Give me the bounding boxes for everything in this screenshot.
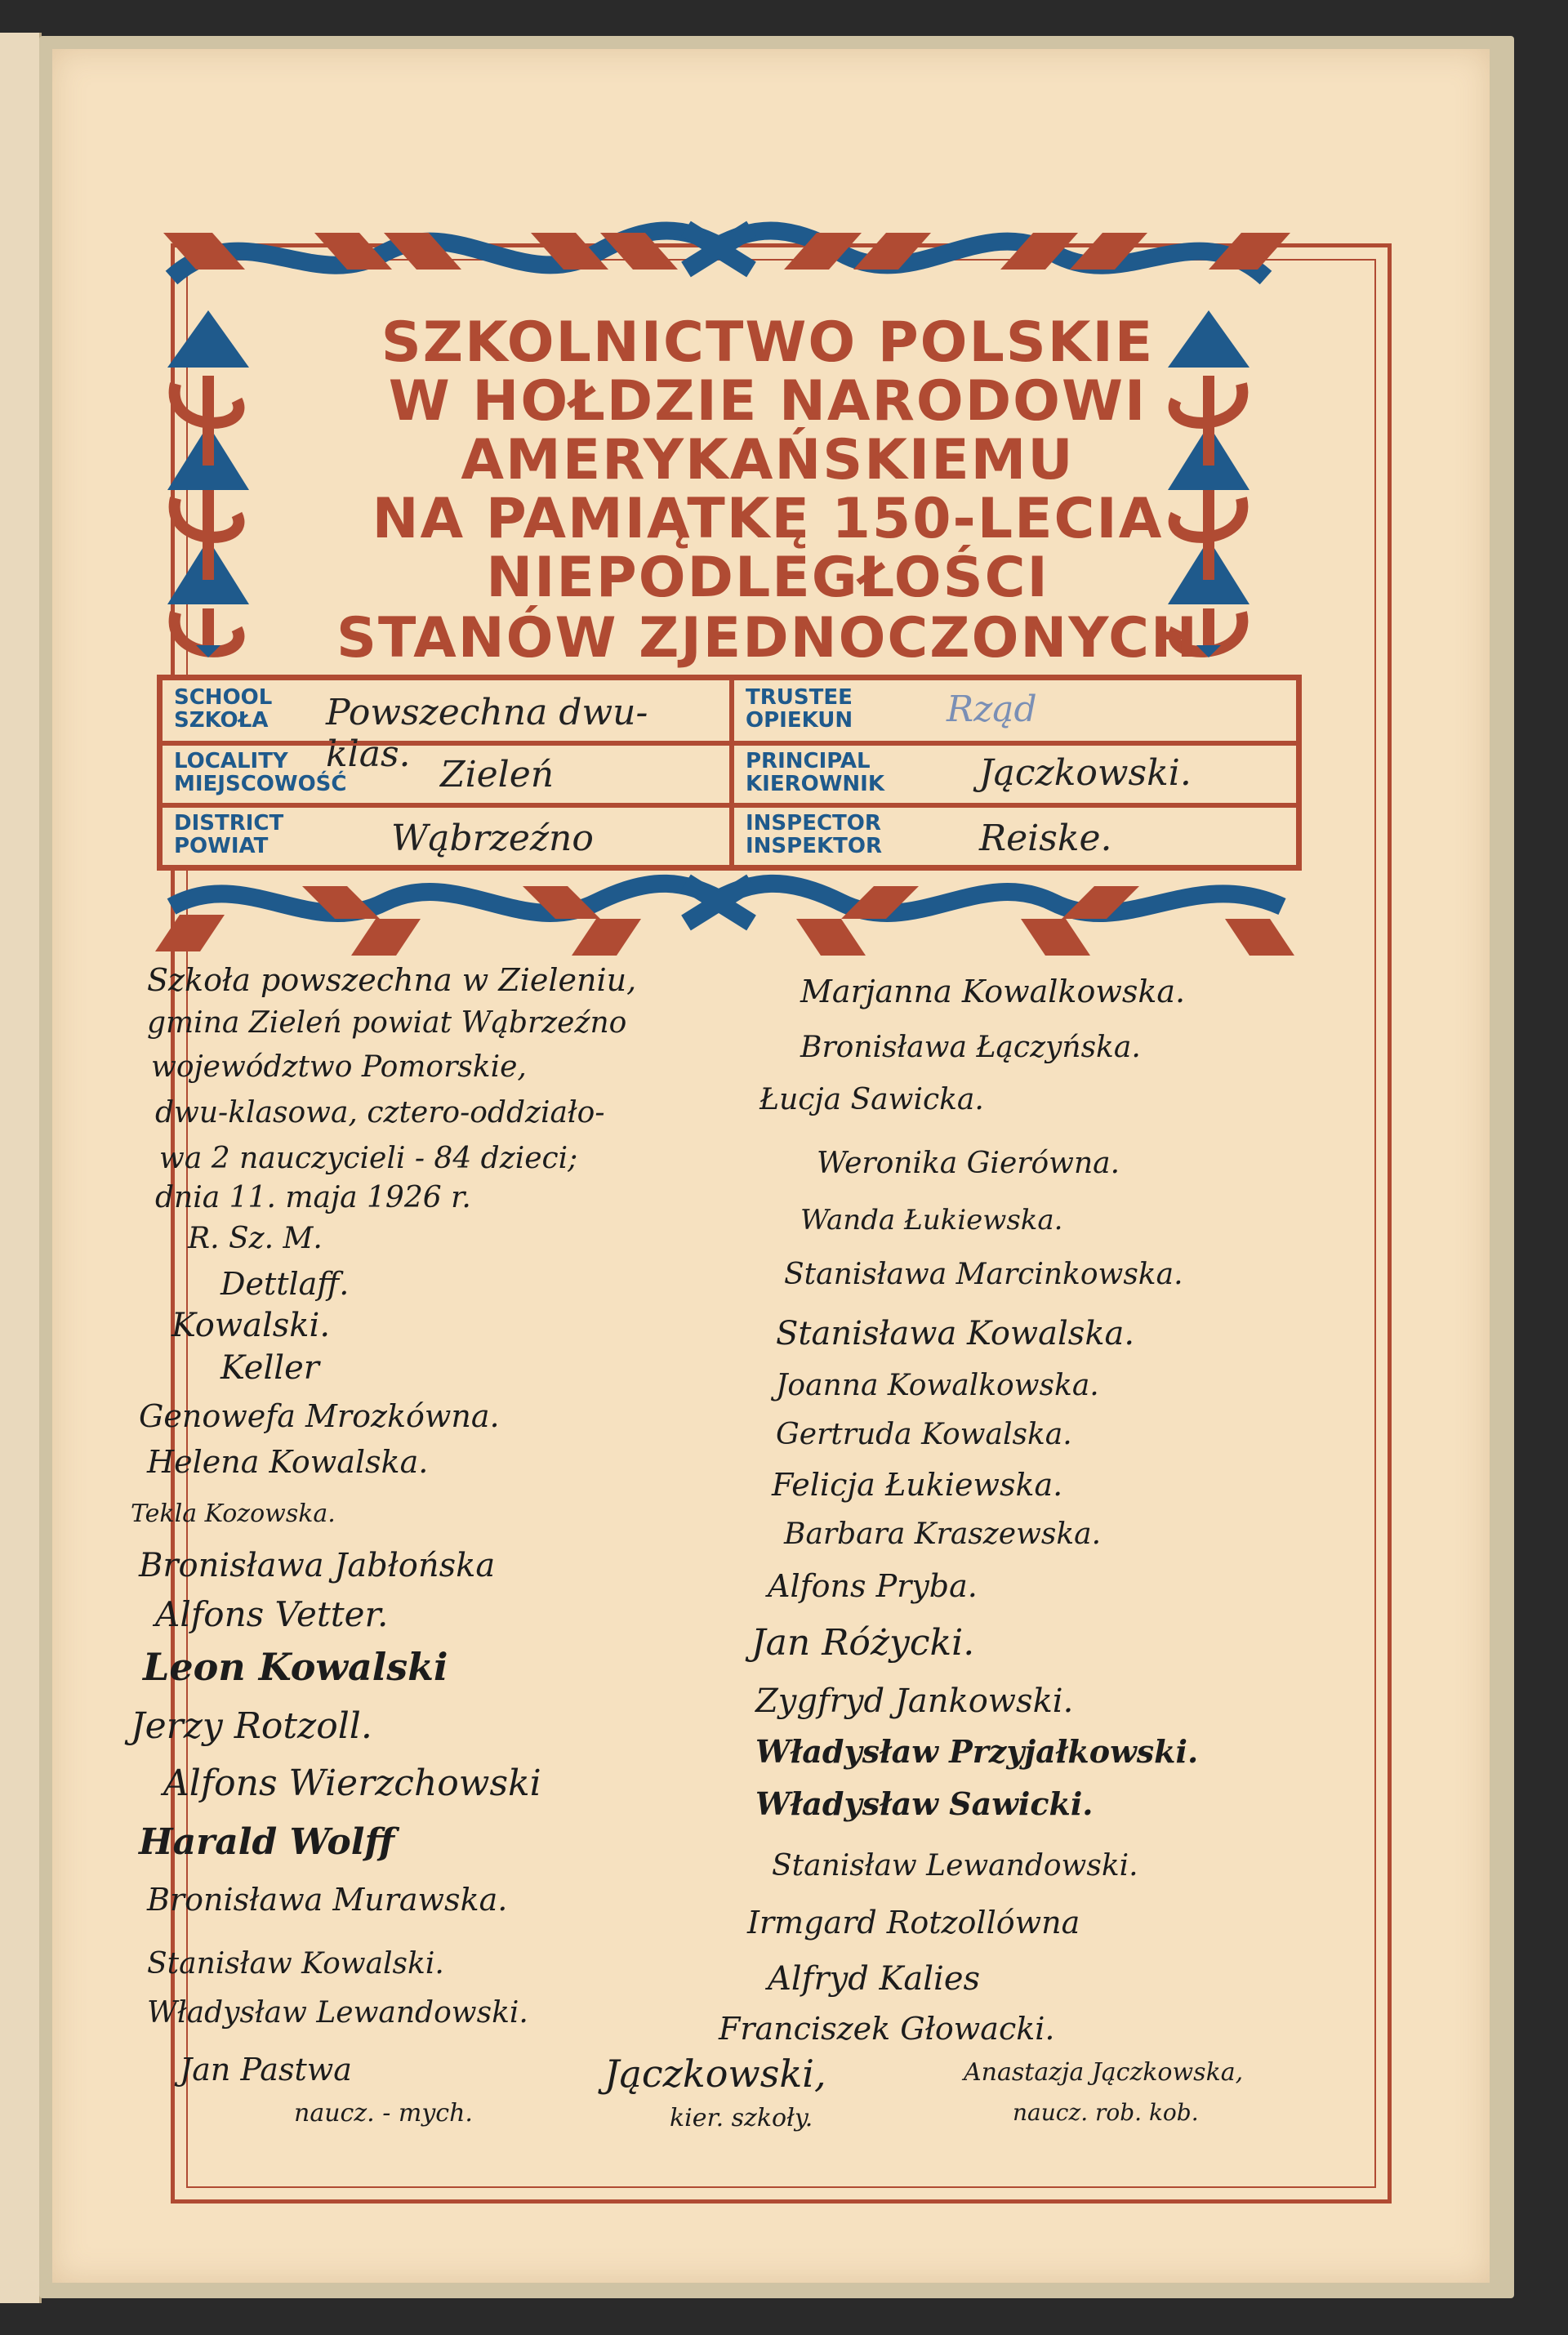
right-line-4: Weronika Gierówna.: [817, 1147, 1120, 1180]
right-line-16: Władysław Sawicki.: [755, 1785, 1094, 1822]
inspector-label-en: INSPECTOR: [746, 811, 881, 836]
left-line-13: Tekla Kozowska.: [131, 1499, 336, 1528]
locality-label-pl: MIEJSCOWOŚĆ: [174, 772, 347, 796]
trustee-cell: [732, 678, 1298, 743]
right-line-12: Alfons Pryba.: [768, 1568, 978, 1604]
title-block: [114, 310, 1421, 670]
left-line-19: Harald Wolff: [139, 1821, 394, 1863]
left-line-10: Keller: [220, 1349, 319, 1387]
third-role: naucz. rob. kob.: [1013, 2099, 1199, 2126]
principal-signature: Jączkowski,: [604, 2052, 826, 2096]
trustee-value: Rząd: [947, 688, 1037, 730]
third-signature: Anastazja Jączkowska,: [964, 2058, 1244, 2087]
title-line-1: SZKOLNICTWO POLSKIE: [381, 310, 1155, 375]
left-line-5: wa 2 nauczycieli - 84 dzieci;: [159, 1142, 578, 1175]
right-line-3: Łucja Sawicka.: [760, 1083, 984, 1116]
left-line-2: gmina Zieleń powiat Wąbrzeźno: [147, 1006, 627, 1040]
school-value: Powszechna dwu-klas.: [326, 692, 648, 775]
right-line-6: Stanisława Marcinkowska.: [784, 1258, 1183, 1291]
right-line-5: Wanda Łukiewska.: [800, 1204, 1063, 1237]
right-line-14: Zygfryd Jankowski.: [755, 1682, 1074, 1720]
district-label-pl: POWIAT: [174, 834, 269, 858]
title-line-3: AMERYKAŃSKIEMU: [461, 428, 1075, 492]
title-line-2: W HOŁDZIE NARODOWI: [388, 369, 1147, 434]
left-line-16: Leon Kowalski: [143, 1645, 448, 1689]
right-line-9: Gertruda Kowalska.: [776, 1418, 1072, 1451]
right-line-19: Alfryd Kalies: [768, 1960, 981, 1998]
school-info-table: [157, 675, 1302, 871]
left-line-18: Alfons Wierzchowski: [163, 1762, 541, 1804]
left-line-6: dnia 11. maja 1926 r.: [155, 1181, 471, 1214]
right-line-15: Władysław Przyjałkowski.: [755, 1733, 1199, 1770]
left-line-8: Dettlaff.: [220, 1266, 350, 1302]
right-line-11: Barbara Kraszewska.: [784, 1517, 1102, 1551]
left-line-12: Helena Kowalska.: [147, 1444, 429, 1480]
district-value: Wąbrzeźno: [391, 818, 594, 859]
left-line-4: dwu-klasowa, cztero-oddziało-: [155, 1096, 605, 1130]
left-line-7: R. Sz. M.: [188, 1222, 323, 1255]
inspector-value: Reiske.: [979, 818, 1112, 859]
title-line-5: NIEPODLEGŁOŚCI: [486, 546, 1049, 610]
principal-label-pl: KIEROWNIK: [746, 772, 884, 796]
school-label-en: SCHOOL: [174, 685, 273, 710]
right-line-17: Stanisław Lewandowski.: [772, 1849, 1138, 1883]
left-line-9: Kowalski.: [172, 1307, 331, 1344]
trustee-label-en: TRUSTEE: [746, 685, 853, 710]
principal-label-en: PRINCIPAL: [746, 749, 871, 773]
right-line-2: Bronisława Łączyńska.: [800, 1031, 1141, 1064]
trustee-label-pl: OPIEKUN: [746, 708, 853, 733]
bottom-wave-ornament: [155, 882, 1294, 956]
left-line-3: województwo Pomorskie,: [151, 1050, 527, 1084]
district-label-en: DISTRICT: [174, 811, 284, 836]
title-line-4: NA PAMIĄTKĘ 150-LECIA: [372, 487, 1164, 551]
left-line-14: Bronisława Jabłońska: [139, 1547, 496, 1584]
right-line-13: Jan Różycki.: [751, 1622, 975, 1664]
teacher-role: naucz. - mych.: [294, 2099, 473, 2128]
inspector-cell: [732, 805, 1298, 867]
inspector-label-pl: INSPEKTOR: [746, 834, 882, 858]
left-line-21: Stanisław Kowalski.: [147, 1947, 444, 1981]
district-cell: [160, 805, 732, 867]
left-line-22: Władysław Lewandowski.: [147, 1996, 528, 2030]
right-line-10: Felicja Łukiewska.: [772, 1467, 1063, 1503]
school-label-pl: SZKOŁA: [174, 708, 269, 733]
left-line-20: Bronisława Murawska.: [147, 1882, 508, 1918]
locality-value: Zieleń: [440, 754, 555, 795]
teacher-signature: Jan Pastwa: [180, 2052, 352, 2088]
title-line-6: STANÓW ZJEDNOCZONYCH: [336, 606, 1199, 671]
right-line-8: Joanna Kowalkowska.: [776, 1369, 1099, 1402]
right-line-20: Franciszek Głowacki.: [719, 2011, 1055, 2047]
locality-label-en: LOCALITY: [174, 749, 288, 773]
left-line-17: Jerzy Rotzoll.: [131, 1705, 372, 1747]
left-line-15: Alfons Vetter.: [155, 1594, 389, 1634]
right-line-7: Stanisława Kowalska.: [776, 1315, 1135, 1352]
right-line-18: Irmgard Rotzollówna: [747, 1905, 1080, 1941]
principal-cell: [732, 743, 1298, 805]
principal-value: Jączkowski.: [979, 752, 1192, 794]
top-wave-ornament: [163, 229, 1290, 278]
principal-role: kier. szkoły.: [670, 2104, 813, 2132]
left-line-11: Genowefa Mrozkówna.: [139, 1398, 500, 1434]
left-line-1: Szkoła powszechna w Zieleniu,: [147, 962, 637, 998]
right-line-1: Marjanna Kowalkowska.: [800, 974, 1186, 1009]
locality-cell: [160, 743, 732, 805]
